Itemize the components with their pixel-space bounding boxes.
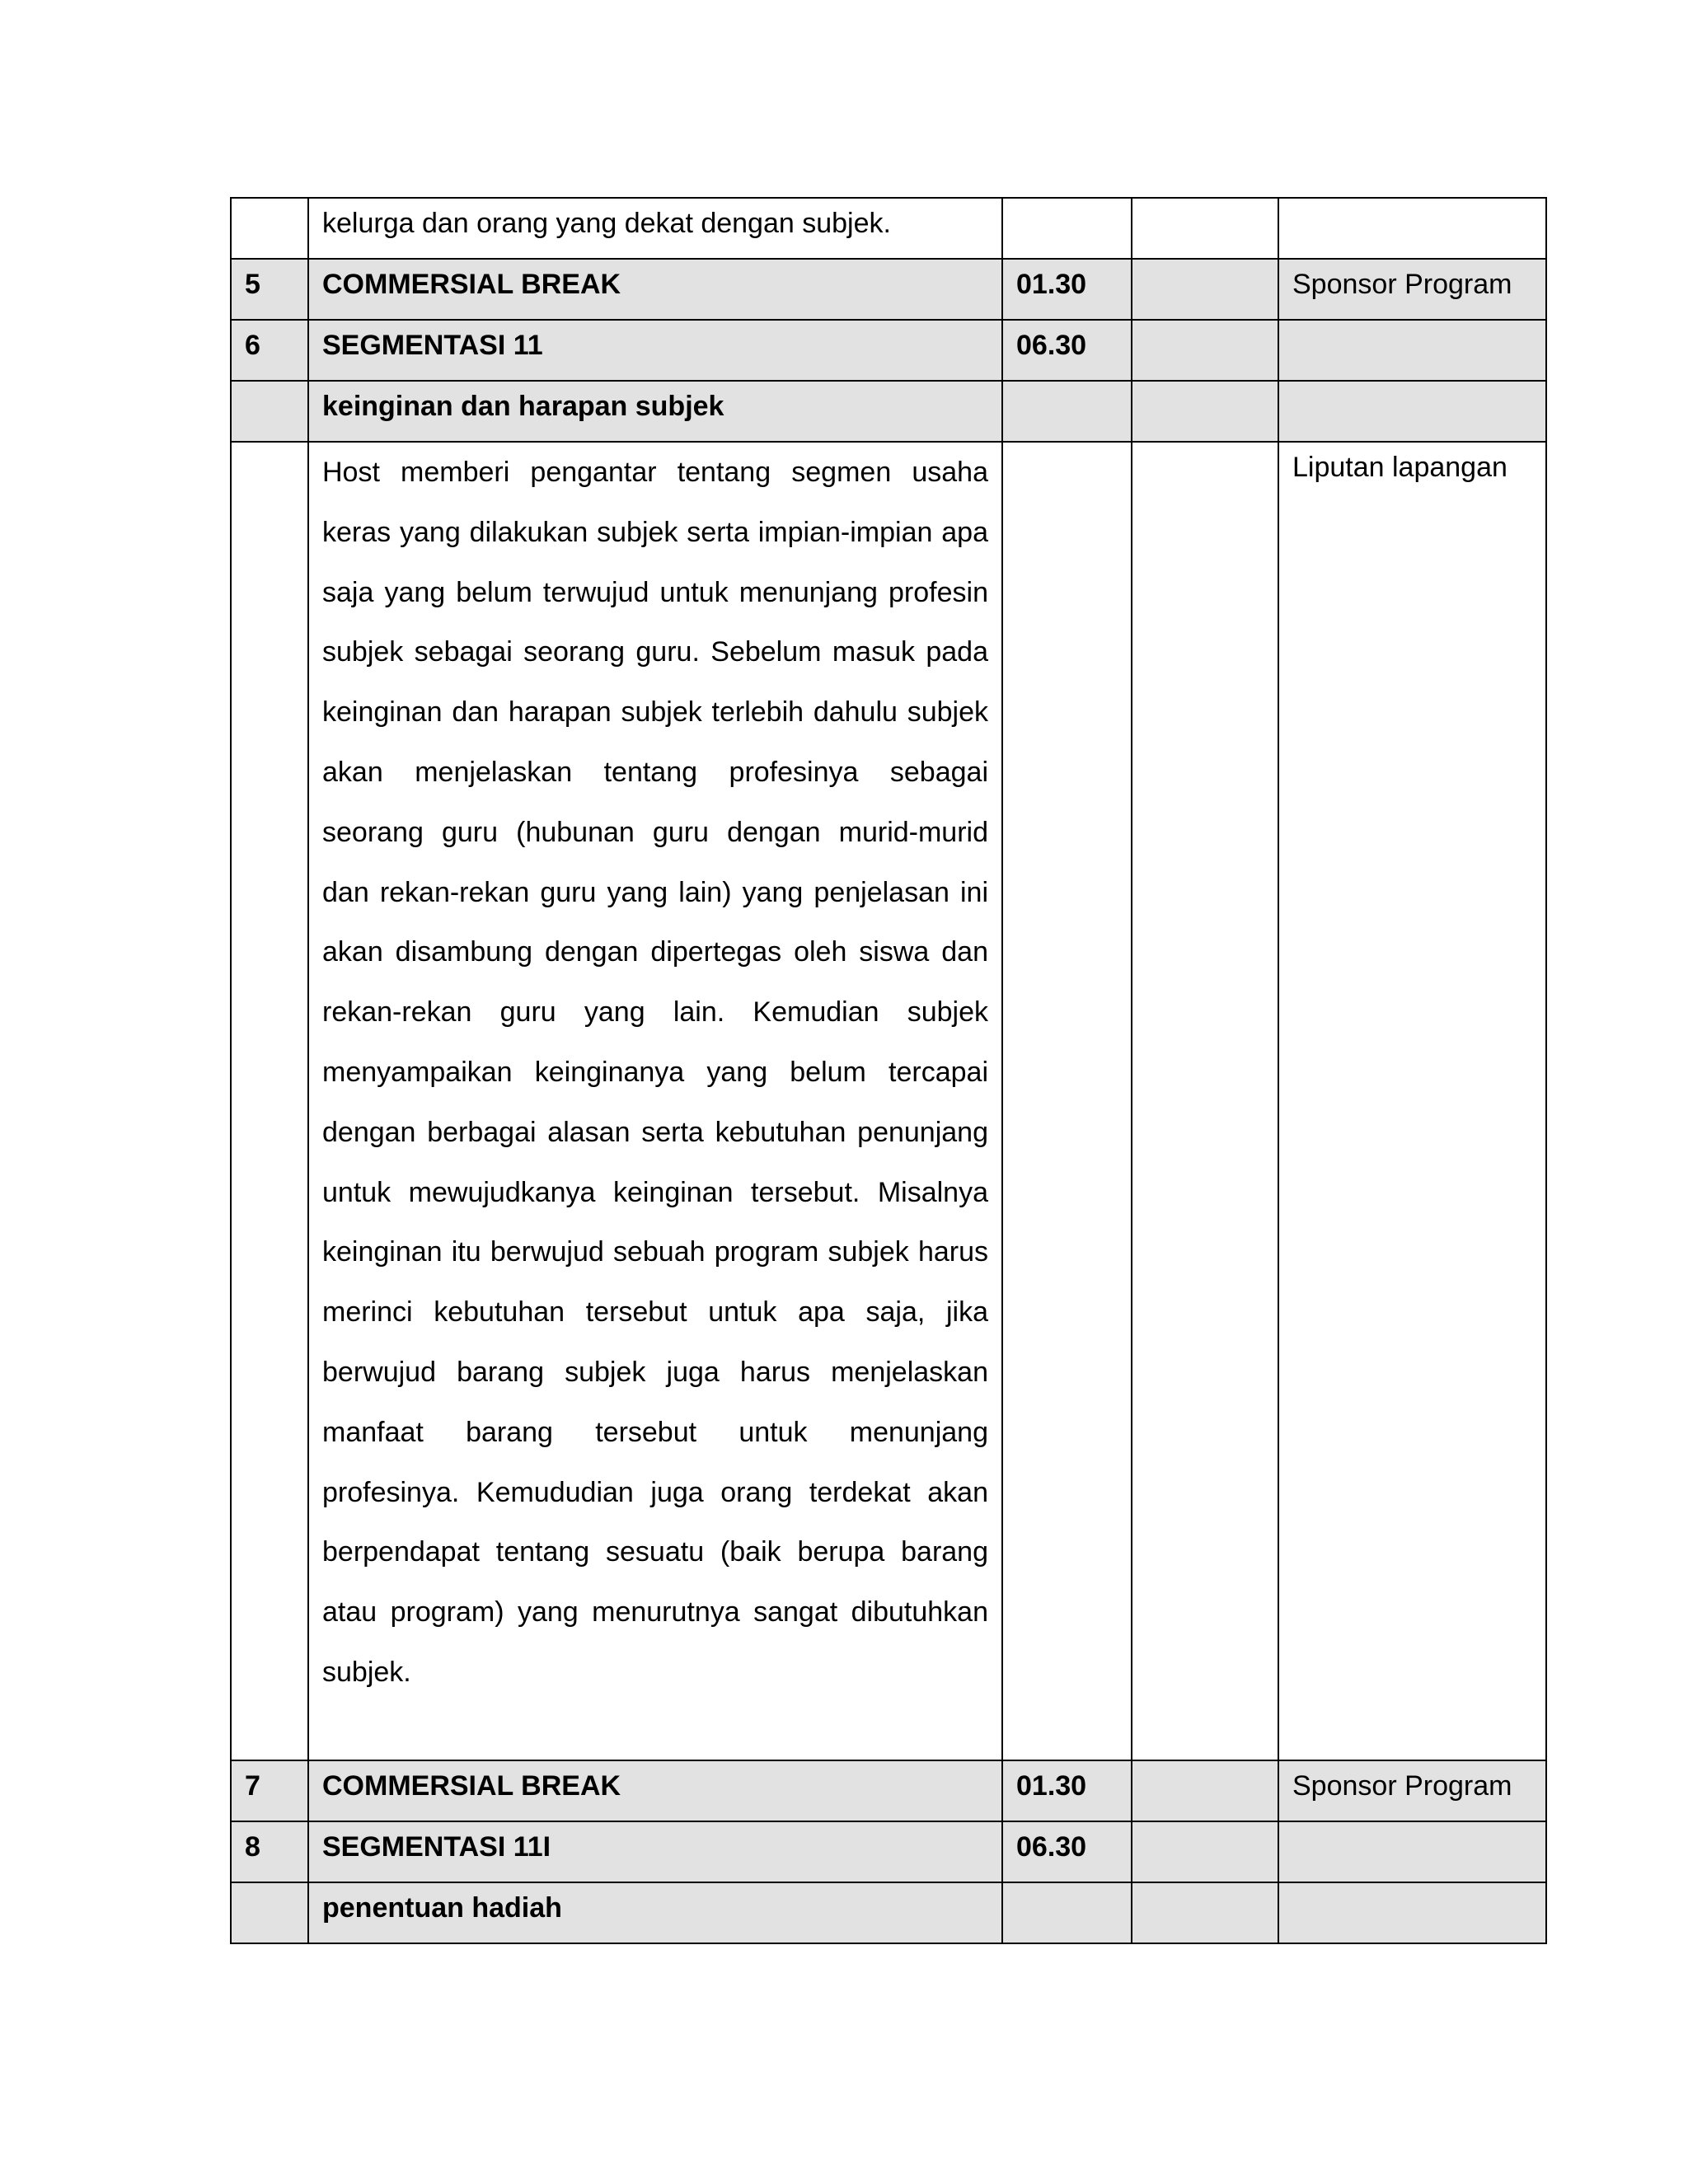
row-note [1278, 198, 1546, 259]
row-note [1278, 1882, 1546, 1943]
table-row [231, 1760, 1546, 1821]
row-number [231, 381, 308, 442]
table-row [231, 198, 1546, 259]
table-row [231, 259, 1546, 320]
row-blank-cell [1132, 442, 1278, 1760]
row-content: kelurga dan orang yang dekat dengan subjek. [308, 198, 1002, 259]
row-duration [1002, 442, 1132, 1760]
row-duration [1002, 381, 1132, 442]
row-duration [1002, 198, 1132, 259]
row-duration: 01.30 [1002, 259, 1132, 320]
row-note: Sponsor Program [1278, 1760, 1546, 1821]
row-number [231, 1882, 308, 1943]
script-table [230, 197, 1547, 1944]
row-duration: 01.30 [1002, 1760, 1132, 1821]
row-number [231, 442, 308, 1760]
table-row [231, 1882, 1546, 1943]
row-note: Sponsor Program [1278, 259, 1546, 320]
row-blank-cell [1132, 198, 1278, 259]
row-note [1278, 381, 1546, 442]
row-note [1278, 1821, 1546, 1882]
table-row [231, 320, 1546, 381]
row-number: 6 [231, 320, 308, 381]
row-blank-cell [1132, 259, 1278, 320]
row-content: COMMERSIAL BREAK [308, 259, 1002, 320]
row-content: COMMERSIAL BREAK [308, 1760, 1002, 1821]
row-note [1278, 320, 1546, 381]
row-blank-cell [1132, 1882, 1278, 1943]
table-row [231, 442, 1546, 1760]
row-duration: 06.30 [1002, 1821, 1132, 1882]
row-note: Liputan lapangan [1278, 442, 1546, 1760]
row-number: 5 [231, 259, 308, 320]
row-number: 7 [231, 1760, 308, 1821]
row-blank-cell [1132, 320, 1278, 381]
table-row [231, 1821, 1546, 1882]
row-duration: 06.30 [1002, 320, 1132, 381]
row-duration [1002, 1882, 1132, 1943]
table-row [231, 381, 1546, 442]
row-content: penentuan hadiah [308, 1882, 1002, 1943]
row-content: SEGMENTASI 11I [308, 1821, 1002, 1882]
row-content: SEGMENTASI 11 [308, 320, 1002, 381]
row-blank-cell [1132, 1821, 1278, 1882]
row-content: keinginan dan harapan subjek [308, 381, 1002, 442]
row-blank-cell [1132, 381, 1278, 442]
row-number [231, 198, 308, 259]
row-content: Host memberi pengantar tentang segmen usaha keras yang dilakukan subjek serta impian-impian apa saja yang belum terwujud untuk menunjang profesin subjek sebagai seorang guru. Sebelum masuk pada keinginan dan harapan subjek terlebih dahulu subjek akan menjelaskan tentang profesinya sebagai seorang guru (hubunan guru dengan murid-murid dan rekan-rekan guru yang lain) yang penjelasan ini akan disambung dengan dipertegas oleh siswa dan rekan-rekan guru yang lain. Kemudian subjek menyampaikan keinginanya yang belum tercapai dengan berbagai alasan serta kebutuhan penunjang untuk mewujudkanya keinginan tersebut. Misalnya keinginan itu berwujud sebuah program subjek harus merinci kebutuhan tersebut untuk apa saja, jika berwujud barang subjek juga harus menjelaskan manfaat barang tersebut untuk menunjang profesinya. Kemududian juga orang terdekat akan berpendapat tentang sesuatu (baik berupa barang atau program) yang menurutnya sangat dibutuhkan subjek. [308, 442, 1002, 1760]
row-blank-cell [1132, 1760, 1278, 1821]
row-number: 8 [231, 1821, 308, 1882]
